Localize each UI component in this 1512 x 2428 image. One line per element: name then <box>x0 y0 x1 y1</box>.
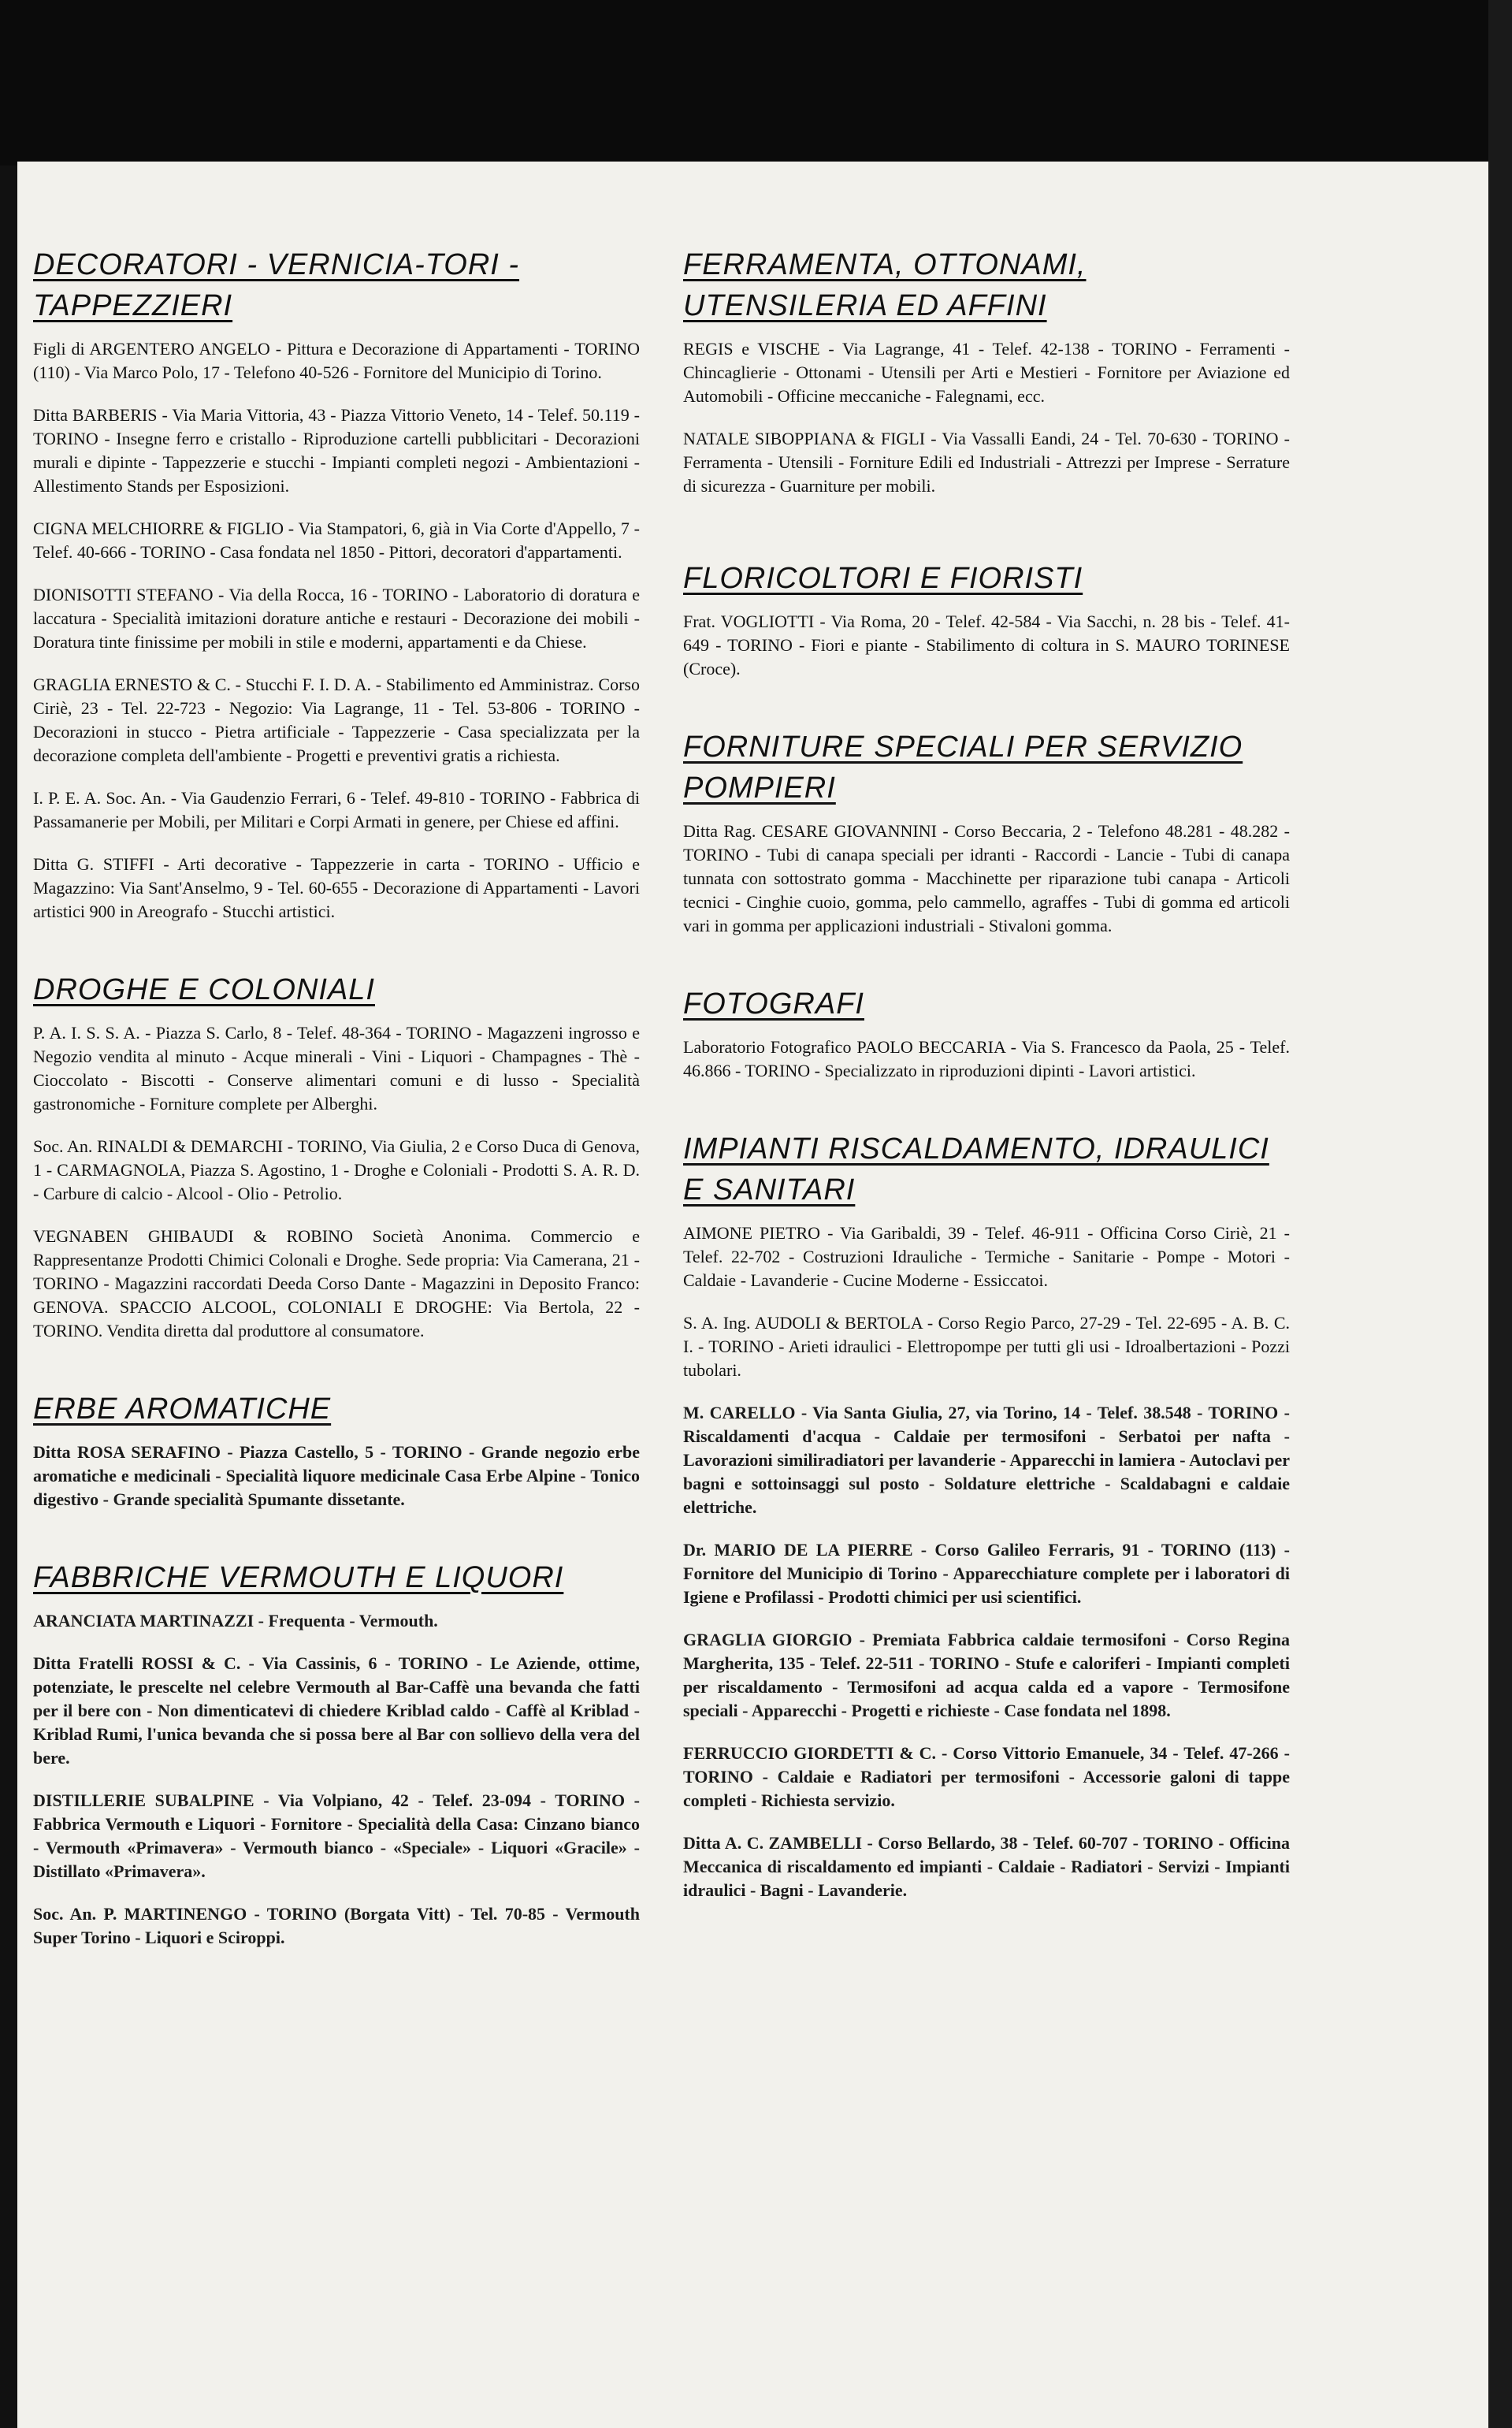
section-heading-pompieri: FORNITURE SPECIALI PER SERVIZIO POMPIERI <box>683 731 1243 805</box>
listing-entry: Ditta A. C. ZAMBELLI - Corso Bellardo, 38 - Telef. 60-707 - TORINO - Officina Meccanica di riscaldamento ed impianti - Caldaie - Radiatori - Servizi - Impianti idraulici - Bagni - Lavanderie. <box>683 1833 1290 1900</box>
listing-entry: NATALE SIBOPPIANA & FIGLI - Via Vassalli Eandi, 24 - Tel. 70-630 - TORINO - Ferramenta - Utensili - Forniture Edili ed Industriali - Attrezzi per Imprese - Serrature di sicurezza - Guarniture per mobili. <box>683 429 1290 496</box>
scan-right-border <box>1488 0 1512 2428</box>
listing-entry: Dr. MARIO DE LA PIERRE - Corso Galileo Ferraris, 91 - TORINO (113) - Fornitore del Municipio di Torino - Apparecchiature complete per i laboratori di Igiene e Profilassi - Prodotti chimici per usi scientifici. <box>683 1540 1290 1607</box>
section-heading-ferramenta: FERRAMENTA, OTTONAMI, UTENSILERIA ED AFFINI <box>683 248 1087 322</box>
section-heading-decoratori: DECORATORI - VERNICIA-TORI - TAPPEZZIERI <box>33 248 520 322</box>
listing-entry: Ditta Rag. CESARE GIOVANNINI - Corso Beccaria, 2 - Telefono 48.281 - 48.282 - TORINO - Tubi di canapa speciali per idranti - Raccordi - Lancie - Tubi di canapa tunnata con sottostrato gomma - Macchinette per riparazione tubi canapa - Articoli tecnici - Cinghie cuoio, gomma, pelo cammello, agraffes - Tubi di gomma ed articoli vari in gomma per applicazioni industriali - Stivaloni gomma. <box>683 821 1290 935</box>
scan-left-border <box>0 0 17 2428</box>
listing-entry: REGIS e VISCHE - Via Lagrange, 41 - Telef. 42-138 - TORINO - Ferramenti - Chincaglierie - Ottonami - Utensili per Arti e Mestieri - Fornitore per Aviazione ed Automobili - Officine meccaniche - Falegnami, ecc. <box>683 339 1290 406</box>
listing-entry: Soc. An. P. MARTINENGO - TORINO (Borgata Vitt) - Tel. 70-85 - Vermouth Super Torino - Liquori e Sciroppi. <box>33 1904 640 1947</box>
listing-entry: Ditta G. STIFFI - Arti decorative - Tappezzerie in carta - TORINO - Ufficio e Magazzino: Via Sant'Anselmo, 9 - Tel. 60-655 - Decorazione di Appartamenti - Lavori artistici 900 in Areografo - Stucchi artistici. <box>33 854 640 921</box>
listing-entry: DIONISOTTI STEFANO - Via della Rocca, 16 - TORINO - Laboratorio di doratura e laccatura - Specialità imitazioni dorature antiche e restauri - Decorazione dei mobili - Doratura tinte finissime per mobili in stile e moderni, appartamenti e da Chiese. <box>33 585 640 652</box>
listing-entry: Ditta BARBERIS - Via Maria Vittoria, 43 - Piazza Vittorio Veneto, 14 - Telef. 50.119 - TORINO - Insegne ferro e cristallo - Riproduzione cartelli pubblicitari - Decorazioni murali e dipinte - Tappezzerie e stucchi - Impianti completi negozi - Ambientazioni - Allestimento Stands per Esposizioni. <box>33 405 640 496</box>
listing-entry: GRAGLIA ERNESTO & C. - Stucchi F. I. D. A. - Stabilimento ed Amministraz. Corso Ciriè, 23 - Tel. 22-723 - Negozio: Via Lagrange, 11 - Tel. 53-806 - TORINO - Decorazioni in stucco - Pietra artificiale - Tappezzerie - Casa specializzata per la decorazione completa dell'ambiente - Progetti e preventivi gratis a richiesta. <box>33 675 640 765</box>
left-column <box>33 244 640 1969</box>
listing-entry: Laboratorio Fotografico PAOLO BECCARIA - Via S. Francesco da Paola, 25 - Telef. 46.866 - TORINO - Specializzato in riproduzioni dipinti - Lavori artistici. <box>683 1037 1290 1080</box>
listing-entry: S. A. Ing. AUDOLI & BERTOLA - Corso Regio Parco, 27-29 - Tel. 22-695 - A. B. C. I. - TORINO - Arieti idraulici - Elettropompe per tutti gli usi - Idroalbertazioni - Pozzi tubolari. <box>683 1313 1290 1380</box>
listing-entry: VEGNABEN GHIBAUDI & ROBINO Società Anonima. Commercio e Rappresentanze Prodotti Chimici Colonali e Droghe. Sede propria: Via Camerana, 21 - TORINO - Magazzini raccordati Deeda Corso Dante - Magazzini in Deposito Franco: GENOVA. SPACCIO ALCOOL, COLONIALI E DROGHE: Via Bertola, 22 - TORINO. Vendita diretta dal produttore al consumatore. <box>33 1226 640 1340</box>
section-heading-impianti: IMPIANTI RISCALDAMENTO, IDRAULICI E SANITARI <box>683 1132 1269 1207</box>
section-heading-droghe: DROGHE E COLONIALI <box>33 973 375 1006</box>
listing-entry: P. A. I. S. S. A. - Piazza S. Carlo, 8 - Telef. 48-364 - TORINO - Magazzeni ingrosso e Negozio vendita al minuto - Acque minerali - Vini - Liquori - Champagnes - Thè - Cioccolato - Biscotti - Conserve alimentari comuni e di lusso - Specialità gastronomiche - Forniture complete per Alberghi. <box>33 1023 640 1114</box>
listing-entry: Ditta ROSA SERAFINO - Piazza Castello, 5 - TORINO - Grande negozio erbe aromatiche e medicinali - Specialità liquore medicinale Casa Erbe Alpine - Tonico digestivo - Grande specialità Spumante dissetante. <box>33 1442 640 1509</box>
listing-entry: CIGNA MELCHIORRE & FIGLIO - Via Stampatori, 6, già in Via Corte d'Appello, 7 - Telef. 40-666 - TORINO - Casa fondata nel 1850 - Pittori, decoratori d'appartamenti. <box>33 519 640 562</box>
listing-entry: DISTILLERIE SUBALPINE - Via Volpiano, 42 - Telef. 23-094 - TORINO - Fabbrica Vermouth e Liquori - Fornitore - Specialità della Casa: Cinzano bianco - Vermouth «Primavera» - Vermouth bianco - «Speciale» - Liquori «Gracile» - Distillato «Primavera». <box>33 1790 640 1881</box>
listing-entry: Ditta Fratelli ROSSI & C. - Via Cassinis, 6 - TORINO - Le Aziende, ottime, potenziate, le prescelte nel celebre Vermouth al Bar-Caffè una bevanda che fatti per il bere con - Non dimenticatevi di chiedere Kriblad caldo - Caffè al Kriblad - Kriblad Rumi, l'unica bevanda che si possa bere al Bar con sollievo della vera del bere. <box>33 1653 640 1768</box>
listing-entry: FERRUCCIO GIORDETTI & C. - Corso Vittorio Emanuele, 34 - Telef. 47-266 - TORINO - Caldaie e Radiatori per termosifoni - Accessorie galoni di tappe completi - Richiesta servizio. <box>683 1743 1290 1810</box>
listing-entry: ARANCIATA MARTINAZZI - Frequenta - Vermouth. <box>33 1611 438 1630</box>
listing-entry: Frat. VOGLIOTTI - Via Roma, 20 - Telef. 42-584 - Via Sacchi, n. 28 bis - Telef. 41-649 - TORINO - Fiori e piante - Stabilimento di coltura in S. MAURO TORINESE (Croce). <box>683 612 1290 679</box>
section-heading-floricoltori: FLORICOLTORI E FIORISTI <box>683 562 1083 595</box>
directory-page <box>17 162 1488 2428</box>
listing-entry: GRAGLIA GIORGIO - Premiata Fabbrica caldaie termosifoni - Corso Regina Margherita, 135 - Telef. 22-511 - TORINO - Stufe e caloriferi - Impianti completi per riscaldamento - Termosifoni ad acqua calda ed a vapore - Termosifone speciali - Apparecchi - Progetti e richieste - Case fondata nel 1898. <box>683 1630 1290 1720</box>
listing-entry: Figli di ARGENTERO ANGELO - Pittura e Decorazione di Appartamenti - TORINO (110) - Via Marco Polo, 17 - Telefono 40-526 - Fornitore del Municipio di Torino. <box>33 339 640 382</box>
listing-entry: I. P. E. A. Soc. An. - Via Gaudenzio Ferrari, 6 - Telef. 49-810 - TORINO - Fabbrica di Passamanerie per Mobili, per Militari e Corpi Armati in genere, per Chiese ed affini. <box>33 788 640 831</box>
listing-entry: AIMONE PIETRO - Via Garibaldi, 39 - Telef. 46-911 - Officina Corso Ciriè, 21 - Telef. 22-702 - Costruzioni Idrauliche - Termiche - Sanitarie - Pompe - Motori - Caldaie - Lavanderie - Cucine Moderne - Essiccatoi. <box>683 1223 1290 1290</box>
listing-entry: Soc. An. RINALDI & DEMARCHI - TORINO, Via Giulia, 2 e Corso Duca di Genova, 1 - CARMAGNOLA, Piazza S. Agostino, 1 - Droghe e Coloniali - Prodotti S. A. R. D. - Carbure di calcio - Alcool - Olio - Petrolio. <box>33 1136 640 1203</box>
section-heading-vermouth: FABBRICHE VERMOUTH E LIQUORI <box>33 1561 564 1594</box>
right-column <box>683 244 1290 1921</box>
section-heading-fotografi: FOTOGRAFI <box>683 987 864 1021</box>
listing-entry: M. CARELLO - Via Santa Giulia, 27, via Torino, 14 - Telef. 38.548 - TORINO - Riscaldamenti d'acqua - Caldaie per termosifoni - Serbatoi per nafta - Lavorazioni similiradiatori per lavanderie - Apparecchi in lamiera - Autoclavi per bagni e sottoinsaggi sul posto - Soldature elettriche - Scaldabagni e caldaie elettriche. <box>683 1403 1290 1517</box>
scan-top-border <box>0 0 1512 165</box>
section-heading-erbe: ERBE AROMATICHE <box>33 1392 332 1426</box>
